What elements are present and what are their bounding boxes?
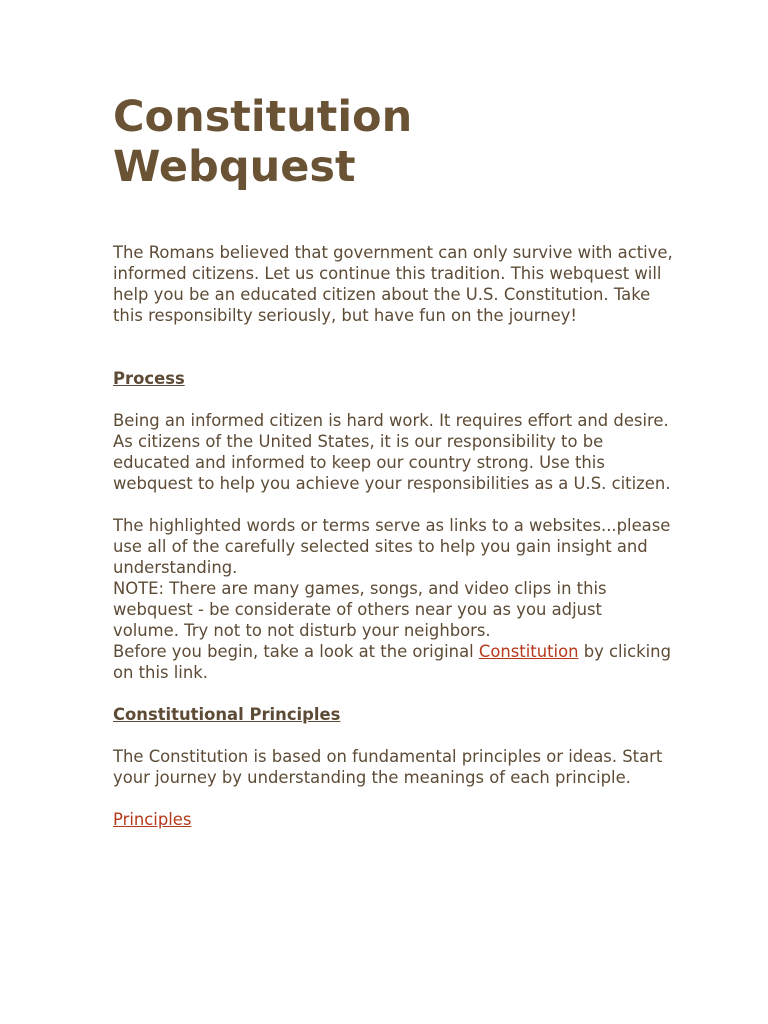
intro-paragraph: The Romans believed that government can only survive with active, informed citizens. Let us continue this tradition. This webquest will help you be an educated citizen about the U.S. Constitution. Take this responsibilty seriously, but have fun on the journey! bbox=[113, 243, 673, 325]
principles-link[interactable]: Principles bbox=[113, 810, 192, 829]
principles-link-line bbox=[113, 809, 673, 830]
before-begin-text-end: by clicking on this link. bbox=[113, 642, 671, 682]
links-info-line: The highlighted words or terms serve as links to a websites...please use all of the carefully selected sites to help you gain insight and understanding. bbox=[113, 516, 671, 577]
principles-paragraph: The Constitution is based on fundamental principles or ideas. Start your journey by understanding the meanings of each principle. bbox=[113, 747, 663, 787]
process-heading: Process bbox=[113, 369, 185, 388]
links-info-paragraph bbox=[113, 515, 673, 683]
document-page bbox=[113, 92, 673, 830]
constitution-link[interactable]: Constitution bbox=[478, 642, 579, 661]
process-paragraph: Being an informed citizen is hard work. It requires effort and desire. As citizens of the United States, it is our responsibility to be educated and informed to keep our country strong. Use this webquest to help you achieve your responsibilities as a U.S. citizen. bbox=[113, 411, 671, 493]
before-begin-text: Before you begin, take a look at the original bbox=[113, 642, 479, 661]
note-text: NOTE: There are many games, songs, and video clips in this webquest - be considerate of others near you as you adjust volume. Try not to not disturb your neighbors. bbox=[113, 579, 607, 640]
principles-heading: Constitutional Principles bbox=[113, 705, 341, 724]
page-title: Constitution Webquest bbox=[113, 92, 413, 192]
